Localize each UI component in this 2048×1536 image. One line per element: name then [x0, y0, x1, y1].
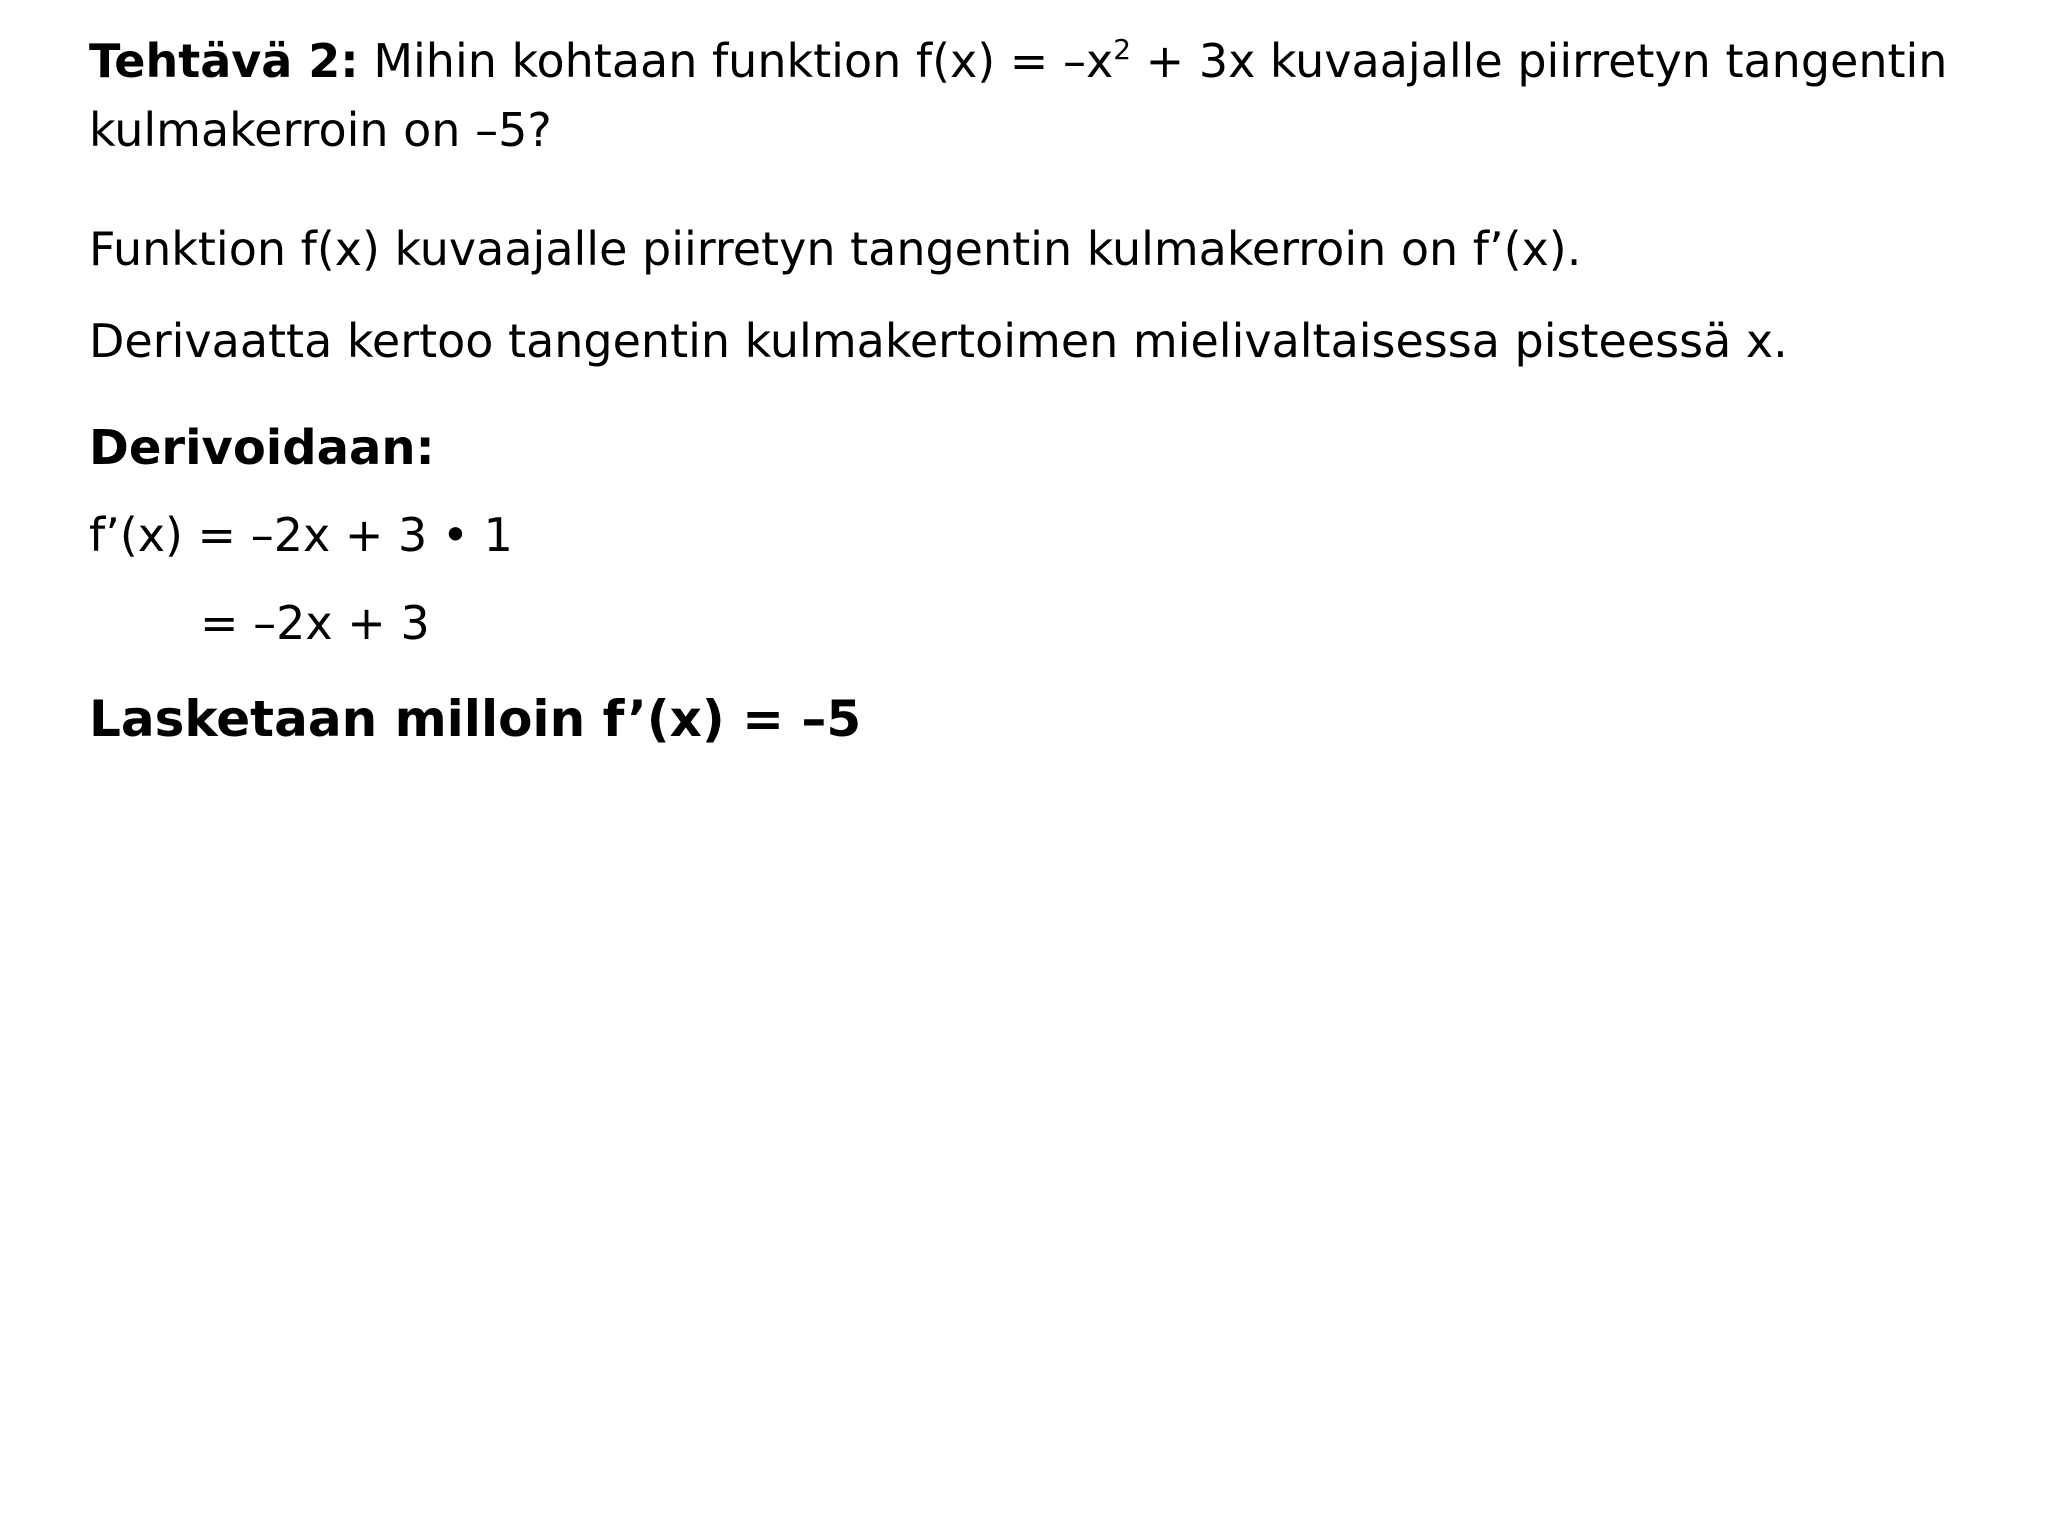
- task-question-line-2: kulmakerroin on –5?: [89, 103, 552, 157]
- task-exponent: 2: [1113, 33, 1132, 66]
- next-step-heading: Lasketaan milloin f’(x) = –5: [89, 690, 862, 748]
- derivation-step-2: = –2x + 3: [200, 596, 430, 650]
- task-question-line-1: [89, 33, 1948, 88]
- explanation-line-1: Funktion f(x) kuvaajalle piirretyn tangentin kulmakerroin on f’(x).: [89, 222, 1582, 276]
- task-question-part-2: + 3x kuvaajalle piirretyn tangentin: [1131, 34, 1948, 88]
- derivation-heading: Derivoidaan:: [89, 420, 435, 476]
- task-question-part-1: Mihin kohtaan funktion f(x) = –x: [358, 34, 1114, 88]
- derivation-step-1: f’(x) = –2x + 3 • 1: [89, 508, 513, 562]
- task-label: Tehtävä 2:: [89, 34, 359, 88]
- explanation-line-2: Derivaatta kertoo tangentin kulmakertoimen mielivaltaisessa pisteessä x.: [89, 314, 1788, 368]
